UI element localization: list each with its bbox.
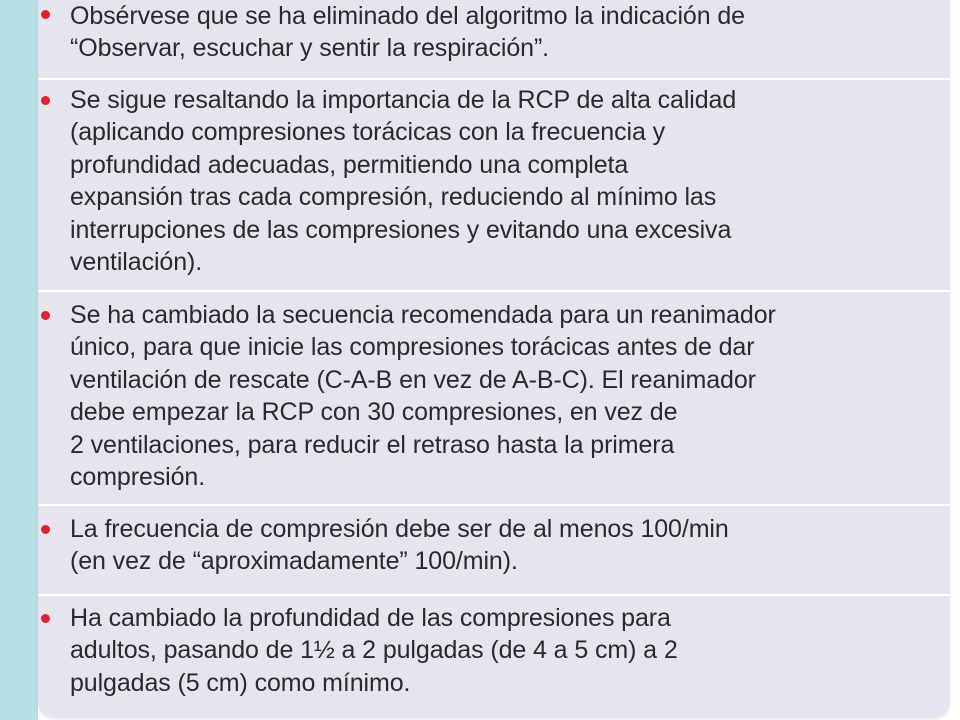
bullet-text: Se sigue resaltando la importancia de la RCP de alta calidad (aplicando compresiones torácicas con la frecuencia y profundidad adecuadas, permitiendo una completa expansión tras cada compresión, reduciendo al mínimo las interrupciones de las compresiones y evitando una excesiva ventilación).	[70, 86, 737, 277]
divider	[38, 504, 950, 506]
bullet-text: La frecuencia de compresión debe ser de al menos 100/min (en vez de “aproximadamente” 100/min).	[70, 515, 729, 576]
bullet-text: Se ha cambiado la secuencia recomendada para un reanimador único, para que inicie las compresiones torácicas antes de dar ventilación de rescate (C-A-B en vez de A-B-C). El reanimador debe empezar la RCP con 30 compresiones, en vez de 2 ventilaciones, para reducir el retraso hasta la primera compresión.	[70, 301, 776, 492]
bullet-icon	[41, 10, 50, 19]
bullet-icon	[41, 614, 50, 623]
bullet-icon	[41, 525, 50, 534]
bullet-text: Obsérvese que se ha eliminado del algoritmo la indicación de “Observar, escuchar y sentir la respiración”.	[70, 2, 745, 63]
bullet-icon	[41, 311, 50, 320]
divider	[38, 78, 950, 80]
bullet-icon	[41, 96, 50, 105]
divider	[38, 594, 950, 596]
bullet-text: Ha cambiado la profundidad de las compresiones para adultos, pasando de 1½ a 2 pulgadas (de 4 a 5 cm) a 2 pulgadas (5 cm) como mínimo.	[70, 604, 678, 697]
divider	[38, 290, 950, 292]
left-accent-band	[0, 0, 38, 720]
